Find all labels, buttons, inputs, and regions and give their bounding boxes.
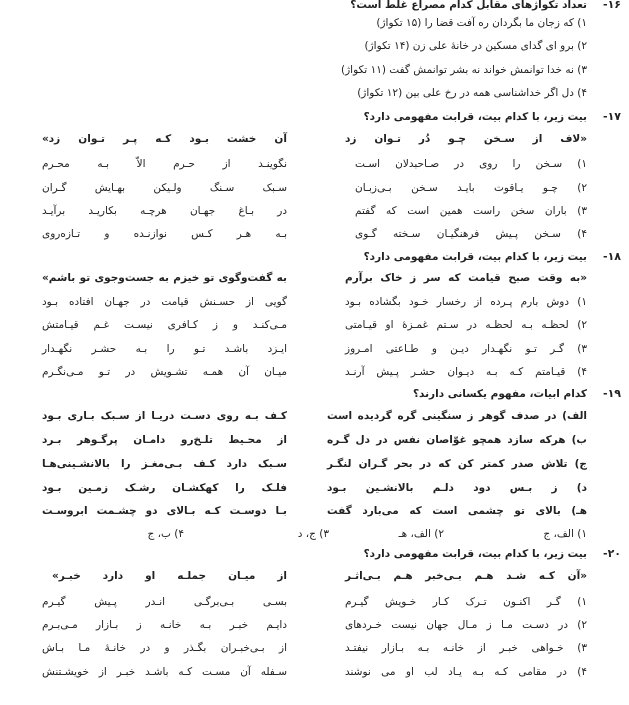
q17-option-1-left: نگوینـد از حـرم الاّ بـه محـرم <box>42 158 287 170</box>
q16-option-4: ۴) دل اگر خداشناسی همه در رخ علی بین (۱۲ تکواژ) <box>357 87 587 99</box>
question-16-stem: تعداد تکواژهای مقابل کدام مصراع غلط است؟ <box>350 0 587 11</box>
q17-option-1-right: ۱) سـخن را روی در صـاحبدلان اسـت <box>355 158 587 170</box>
q19-couplet-jim-right: ج) تلاش صدر کمتر کن که در بحر گـران لنگـر <box>327 458 587 470</box>
q19-couplet-be-right: ب) هرکه سازد همچو غوّاصان نفس در دل گـره <box>327 434 587 446</box>
q19-couplet-alef-right: الف) در صدف گوهر ز سنگینی گره گردیده است <box>327 410 587 422</box>
q20-given-hemistich-2: از میـان جملـه او دارد خبـر» <box>52 570 287 582</box>
q18-option-1-right: ۱) دوش بارم پـرده از رخسار خـود بگشاده بـود <box>345 296 587 308</box>
q20-option-2-right: ۲) در دسـت مـا ز مـال جهان نیست خـردهای <box>345 619 587 631</box>
q19-couplet-dal-right: د) ز بـس دود دلـم بالانشـین بـود <box>327 482 587 494</box>
q19-couplet-be-left: از محـیط تلـخ‌رو دامـان پرگـوهر بـرد <box>42 434 287 446</box>
q20-given-hemistich-1: «آن کـه شـد هـم بـی‌خبر هـم بـی‌اثـر <box>345 570 587 582</box>
question-20-number: ۲۰- <box>602 547 621 560</box>
q18-option-2-left: مـی‌کنـد و ز کـافری نیسـت غـم قیـامتش <box>42 319 287 331</box>
q18-option-3-right: ۳) گـر تـو نگهـدار دیـن و طـاعتی امـروز <box>345 343 587 355</box>
q20-option-3-left: از بـی‌خبـران بگـذر و در خانـهٔ مـا بـاش <box>42 642 287 654</box>
question-17-stem: بیت زیر، با کدام بیت، قرابت مفهومی دارد؟ <box>363 111 587 123</box>
q19-option-2: ۲) الف، هـ <box>398 528 444 540</box>
q18-given-hemistich-2: به گفت‌وگوی تو خیزم به جست‌وجوی تو باشم» <box>42 272 287 284</box>
q17-given-hemistich-1: «لاف از سـخن چـو دُر تـوان زد <box>345 133 587 145</box>
q19-couplet-he-left: بـا دوسـت کـه بـالای دو چشـمت ابروسـت <box>42 505 287 517</box>
q20-option-4-right: ۴) در مقامی کـه بـه یـاد لب او می نوشند <box>345 666 587 678</box>
q18-option-1-left: گویی از حسـنش قیامت در جهـان افتاده بـود <box>42 296 287 308</box>
q18-option-4-right: ۴) قیـامتم کـه بـه دیـوان حشـر پـیش آرنـد <box>345 366 587 378</box>
q18-option-2-right: ۲) لحظـه بـه لحظـه در سـتم غمـزهٔ او قیـامتی <box>345 319 587 331</box>
q19-couplet-jim-left: سـبک دارد کـف بـی‌مغـز را بالانشـینی‌هـا <box>42 458 287 470</box>
q18-given-hemistich-1: «به وقت صبح قیامت که سر ز خاک برآرم <box>345 272 587 284</box>
q17-option-4-left: بـه هـر کـس نوازنـده و تـازه‌روی <box>42 228 287 240</box>
question-17-number: ۱۷- <box>602 110 621 123</box>
q19-couplet-dal-left: فلـک را کهکشـان رشـک زمـین بـود <box>42 482 287 494</box>
question-20-stem: بیت زیر، با کدام بیت، قرابت مفهومی دارد؟ <box>363 548 587 560</box>
q19-option-4: ۴) ب، ج <box>147 528 184 540</box>
q17-option-3-right: ۳) باران سخن راست همین است که گفتم <box>355 205 587 217</box>
q18-option-3-left: ایـزد باشـد تـو را بـه حشـر نگهـدار <box>42 343 287 355</box>
q16-option-3: ۳) نه خدا توانمش خواند نه بشر توانمش گفت (۱۱ تکواژ) <box>340 64 587 76</box>
question-16-number: ۱۶- <box>602 0 621 11</box>
q20-option-2-left: دایـم خبـر بـه خانـه ز بـازار مـی‌بـرم <box>42 619 287 631</box>
question-18-number: ۱۸- <box>602 250 621 263</box>
q20-option-1-right: ۱) گـر اکنـون تـرک کـار خـویش گیـرم <box>345 596 587 608</box>
q17-option-3-left: در بـاغ جهـان هرچـه بکاریـد برآیـد <box>42 205 287 217</box>
q17-given-hemistich-2: آن خشت بـود کـه پـر تـوان زد» <box>42 133 287 145</box>
q19-couplet-he-right: هـ) بالای تو چشمی است که می‌بارد گفت <box>327 505 587 517</box>
q19-couplet-alef-left: کـف بـه روی دسـت دریـا از سـبک بـاری بـود <box>42 410 287 422</box>
q16-option-2: ۲) برو ای گدای مسکین در خانهٔ علی زن (۱۴ تکواژ) <box>364 40 587 52</box>
q18-option-4-left: میـان آن همـه تشـویش در تـو مـی‌نگـرم <box>42 366 287 378</box>
q20-option-4-left: سـفله آن مسـت کـه باشـد خبـر از خویشـتنش <box>42 666 287 678</box>
q17-option-2-right: ۲) چـو یـاقوت بایـد سـخن بـی‌زبـان <box>355 182 587 194</box>
q17-option-2-left: سـبک سـنگ ولـیکن بهـایش گـران <box>42 182 287 194</box>
q20-option-1-left: بسـی بـی‌برگـی انـدر پـیش گیـرم <box>42 596 287 608</box>
q19-option-1: ۱) الف، ج <box>543 528 587 540</box>
question-18-stem: بیت زیر، با کدام بیت، قرابت مفهومی دارد؟ <box>363 251 587 263</box>
question-19-number: ۱۹- <box>602 387 621 400</box>
q19-option-3: ۳) ج، د <box>297 528 329 540</box>
question-19-stem: کدام ابیات، مفهوم یکسانی دارند؟ <box>412 388 587 400</box>
q16-option-1: ۱) که زجان ما بگردان ره آفت قضا را (۱۵ تکواژ) <box>376 17 587 29</box>
q17-option-4-right: ۴) سـخن پـیش فرهنگیـان سـخته گـوی <box>355 228 587 240</box>
q20-option-3-right: ۳) خـواهی خبـر از خانـه بـه بـازار نیفتـد <box>345 642 587 654</box>
